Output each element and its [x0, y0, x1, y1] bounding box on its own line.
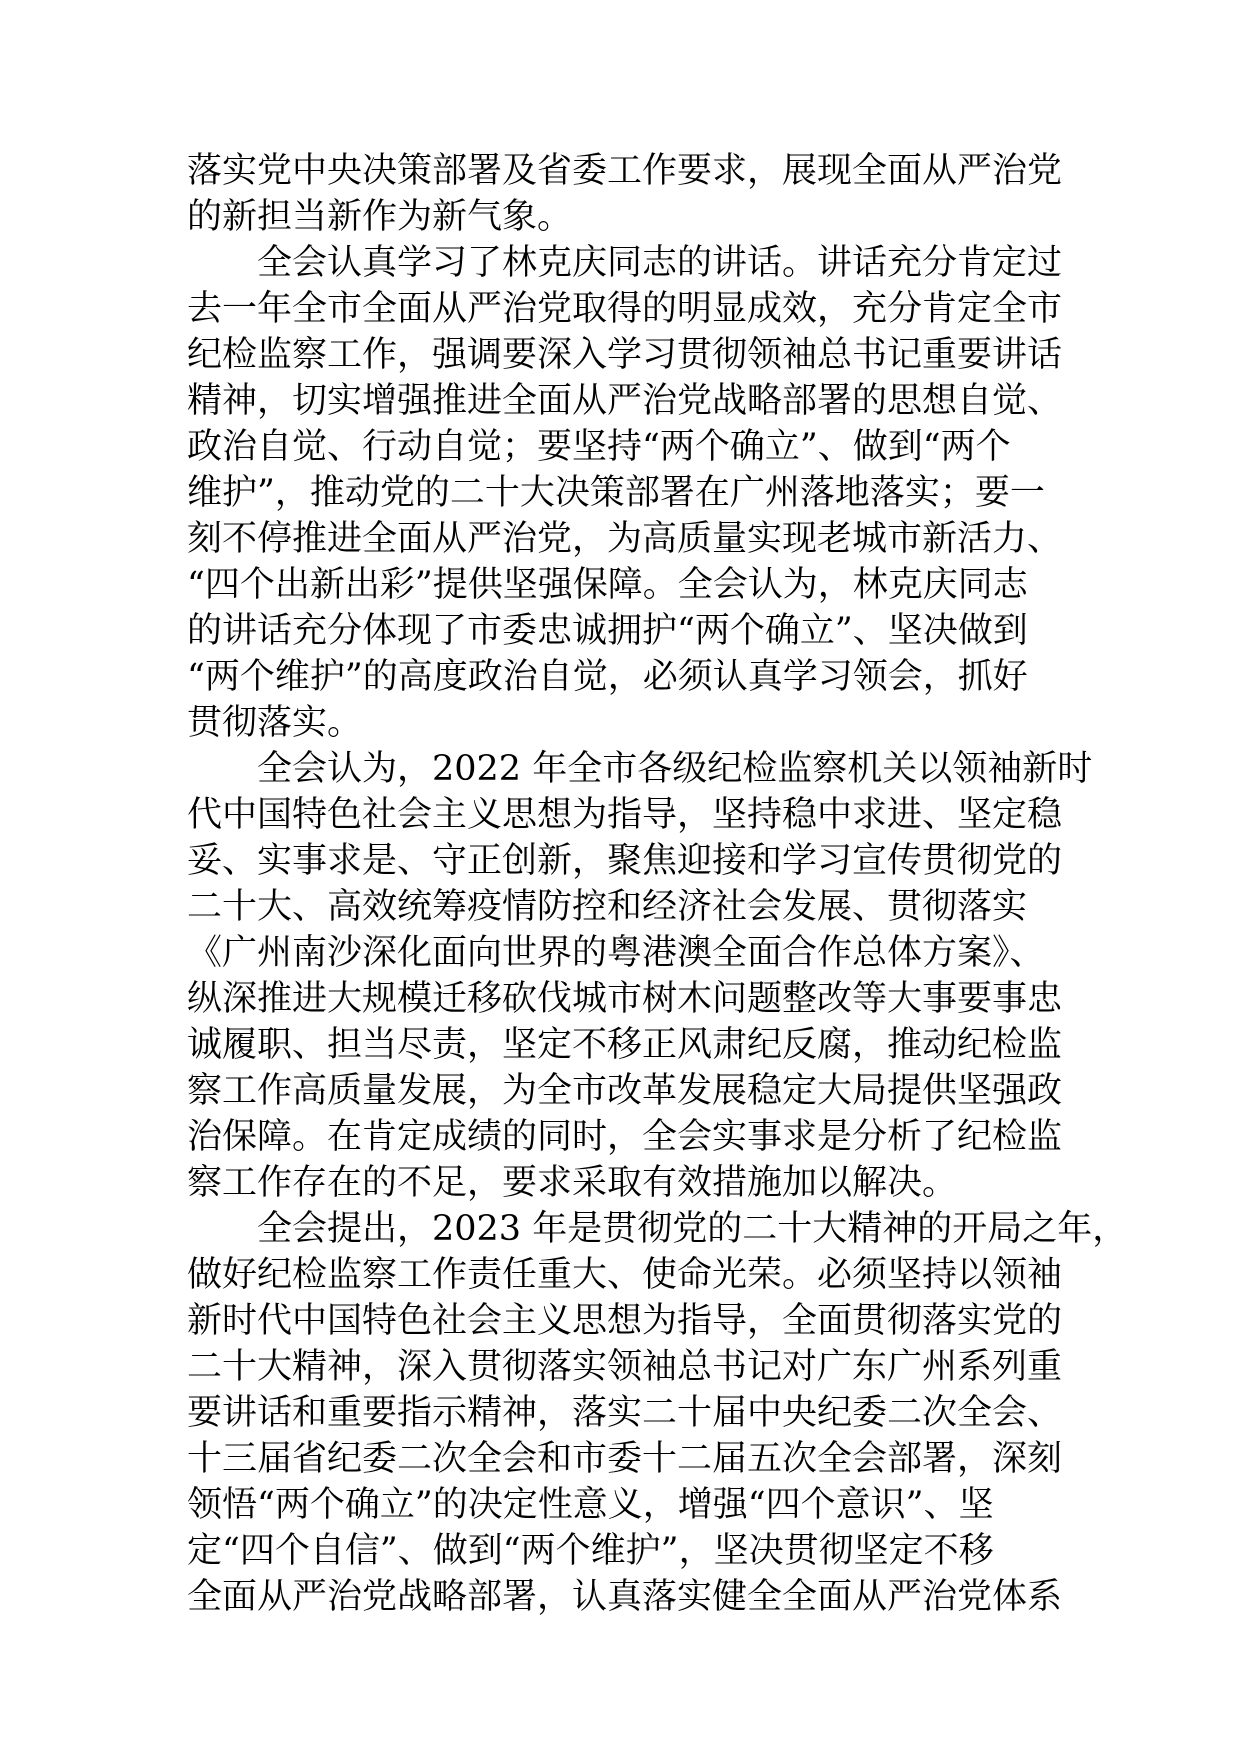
text-line: 的新担当新作为新气象。	[187, 197, 573, 237]
text-line: 刻不停推进全面从严治党，为高质量实现老城市新活力、	[187, 519, 1063, 559]
text-line: 纪检监察工作，强调要深入学习贯彻领袖总书记重要讲话	[187, 335, 1063, 375]
text-line: 落实党中央决策部署及省委工作要求，展现全面从严治党	[187, 151, 1063, 191]
text-line: 领悟“两个确立”的决定性意义，增强“四个意识”、坚	[187, 1485, 994, 1525]
text-line: 察工作高质量发展，为全市改革发展稳定大局提供坚强政	[187, 1071, 1063, 1111]
paragraph-first-line: 全会认真学习了林克庆同志的讲话。讲话充分肯定过	[257, 243, 1063, 283]
text-line: 全面从严治党战略部署，认真落实健全全面从严治党体系	[187, 1577, 1063, 1617]
text-line: 妥、实事求是、守正创新，聚焦迎接和学习宣传贯彻党的	[187, 841, 1063, 881]
text-line: 察工作存在的不足，要求采取有效措施加以解决。	[187, 1163, 958, 1203]
text-line: “两个维护”的高度政治自觉，必须认真学习领会，抓好	[187, 657, 1028, 697]
text-line: 去一年全市全面从严治党取得的明显成效，充分肯定全市	[187, 289, 1063, 329]
text-line: 贯彻落实。	[187, 703, 363, 743]
body-text	[187, 148, 1128, 1620]
text-line: 治保障。在肯定成绩的同时，全会实事求是分析了纪检监	[187, 1117, 1063, 1157]
text-line: 新时代中国特色社会主义思想为指导，全面贯彻落实党的	[187, 1301, 1063, 1341]
text-line: 要讲话和重要指示精神，落实二十届中央纪委二次全会、	[187, 1393, 1063, 1433]
text-line: 二十大精神，深入贯彻落实领袖总书记对广东广州系列重	[187, 1347, 1063, 1387]
text-line: 维护”，推动党的二十大决策部署在广州落地落实；要一	[187, 473, 1045, 513]
text-line: 做好纪检监察工作责任重大、使命光荣。必须坚持以领袖	[187, 1255, 1063, 1295]
text-line: 的讲话充分体现了市委忠诚拥护“两个确立”、坚决做到	[187, 611, 1028, 651]
text-line: 定“四个自信”、做到“两个维护”，坚决贯彻坚定不移	[187, 1531, 994, 1571]
text-line: 十三届省纪委二次全会和市委十二届五次全会部署，深刻	[187, 1439, 1063, 1479]
text-line: 二十大、高效统筹疫情防控和经济社会发展、贯彻落实	[187, 887, 1028, 927]
text-line: 《广州南沙深化面向世界的粤港澳全面合作总体方案》、	[187, 933, 1045, 973]
text-line: 纵深推进大规模迁移砍伐城市树木问题整改等大事要事忠	[187, 979, 1063, 1019]
paragraph-first-line: 全会提出，2023 年是贯彻党的二十大精神的开局之年，	[257, 1209, 1128, 1249]
paragraph-first-line: 全会认为，2022 年全市各级纪检监察机关以领袖新时	[257, 749, 1093, 789]
text-line: 政治自觉、行动自觉；要坚持“两个确立”、做到“两个	[187, 427, 1011, 467]
text-line: “四个出新出彩”提供坚强保障。全会认为，林克庆同志	[187, 565, 1028, 605]
text-line: 诚履职、担当尽责，坚定不移正风肃纪反腐，推动纪检监	[187, 1025, 1063, 1065]
text-line: 代中国特色社会主义思想为指导，坚持稳中求进、坚定稳	[187, 795, 1063, 835]
text-line: 精神，切实增强推进全面从严治党战略部署的思想自觉、	[187, 381, 1063, 421]
